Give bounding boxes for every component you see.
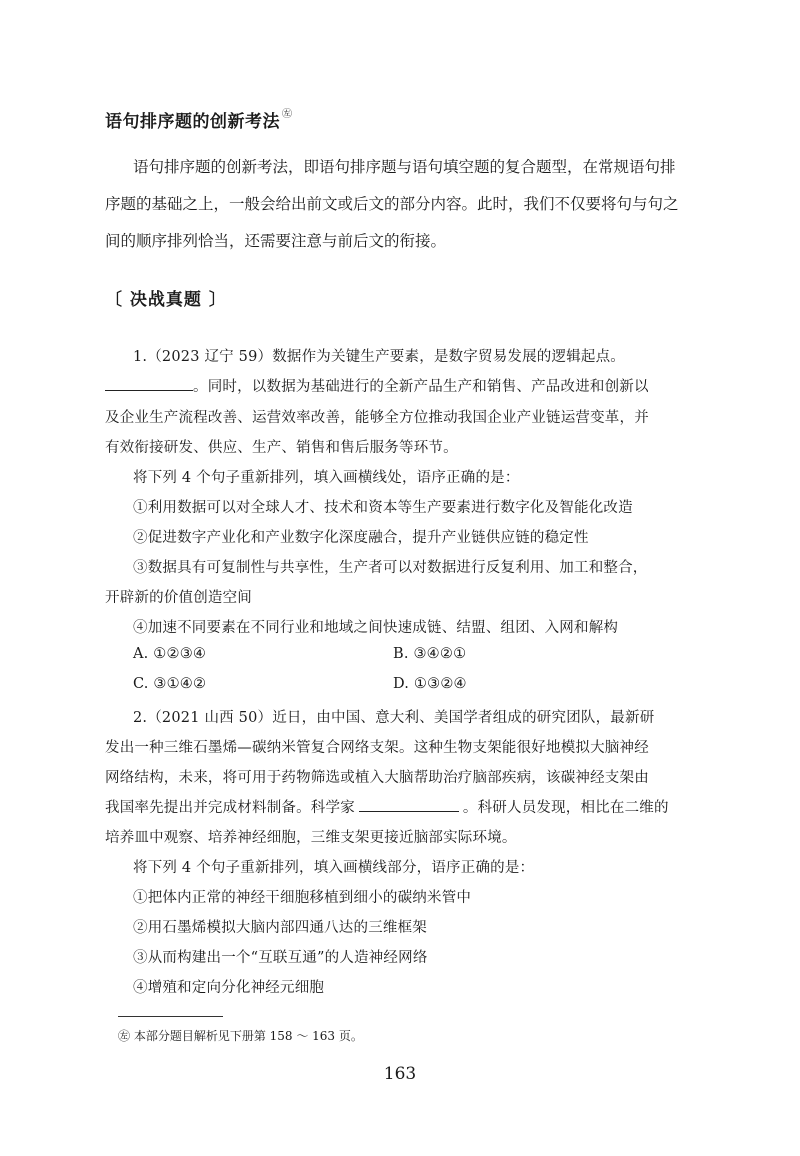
q2-sentence-3: ③从而构建出一个“互联互通”的人造神经网络 — [133, 950, 428, 966]
q1-sentence-3: ③数据具有可复制性与共享性，生产者可以对数据进行反复利用、加工和整合， — [133, 560, 648, 576]
footnote: ㊧ 本部分题目解析见下册第 158 ～ 163 页。 — [118, 1029, 363, 1043]
q1-line-1: 1.（2023 辽宁 59）数据作为关键生产要素，是数字贸易发展的逻辑起点。 — [133, 349, 626, 365]
footnote-marker: ㊧ — [282, 109, 293, 121]
intro-line-1: 语句排序题的创新考法，即语句排序题与语句填空题的复合题型，在常规语句排 — [133, 158, 676, 176]
q1-sentence-4: ④加速不同要素在不同行业和地域之间快速成链、结盟、组团、入网和解构 — [133, 620, 619, 636]
intro-line-2: 序题的基础之上，一般会给出前文或后文的部分内容。此时，我们不仅要将句与句之 — [105, 195, 679, 213]
q2-line-2: 发出一种三维石墨烯—碳纳米管复合网络支架。这种生物支架能很好地模拟大脑神经 — [105, 740, 649, 756]
q1-answer-blank — [105, 377, 193, 391]
q1-line-4: 有效衔接研发、供应、生产、销售和售后服务等环节。 — [105, 440, 458, 456]
exam-section-heading: 〔 决战真题 〕 — [105, 290, 227, 310]
q2-line-3: 网络结构，未来，将可用于药物筛选或植入大脑帮助治疗脑部疾病，该碳神经支架由 — [105, 770, 649, 786]
q1-option-b: B. ③④②① — [393, 646, 467, 662]
q1-sentence-3-cont: 开辟新的价值创造空间 — [105, 590, 252, 606]
q2-sentence-2: ②用石墨烯模拟大脑内部四通八达的三维框架 — [133, 920, 427, 936]
q2-sentence-4: ④增殖和定向分化神经元细胞 — [133, 980, 325, 996]
q2-line-4: 我国率先提出并完成材料制备。科学家 。科研人员发现，相比在二维的 — [105, 800, 669, 816]
q2-line-1: 2.（2021 山西 50）近日，由中国、意大利、美国学者组成的研究团队，最新研 — [133, 710, 655, 726]
page-number: 163 — [383, 1064, 417, 1084]
q1-prompt: 将下列 4 个句子重新排列，填入画横线处，语序正确的是： — [133, 470, 520, 486]
q1-option-a: A. ①②③④ — [133, 646, 207, 662]
q1-line-3: 及企业生产流程改善、运营效率改善，能够全方位推动我国企业产业链运营变革，并 — [105, 410, 649, 426]
intro-line-3: 间的顺序排列恰当，还需要注意与前后文的衔接。 — [105, 232, 447, 250]
q2-line-5: 培养皿中观察、培养神经细胞，三维支架更接近脑部实际环境。 — [105, 830, 517, 846]
q1-option-d: D. ①③②④ — [393, 676, 467, 692]
q1-option-c: C. ③①④② — [133, 676, 207, 692]
section-title: 语句排序题的创新考法 ㊧ — [105, 109, 293, 132]
q1-sentence-1: ①利用数据可以对全球人才、技术和资本等生产要素进行数字化及智能化改造 — [133, 500, 633, 516]
q2-sentence-1: ①把体内正常的神经干细胞移植到细小的碳纳米管中 — [133, 890, 472, 906]
q1-line-2: 。同时，以数据为基础进行的全新产品生产和销售、产品改进和创新以 — [105, 375, 649, 396]
q1-sentence-2: ②促进数字产业化和产业数字化深度融合，提升产业链供应链的稳定性 — [133, 530, 589, 546]
footnote-divider — [118, 1016, 223, 1017]
q2-prompt: 将下列 4 个句子重新排列，填入画横线部分，语序正确的是： — [133, 860, 535, 876]
q2-answer-blank — [359, 798, 459, 812]
